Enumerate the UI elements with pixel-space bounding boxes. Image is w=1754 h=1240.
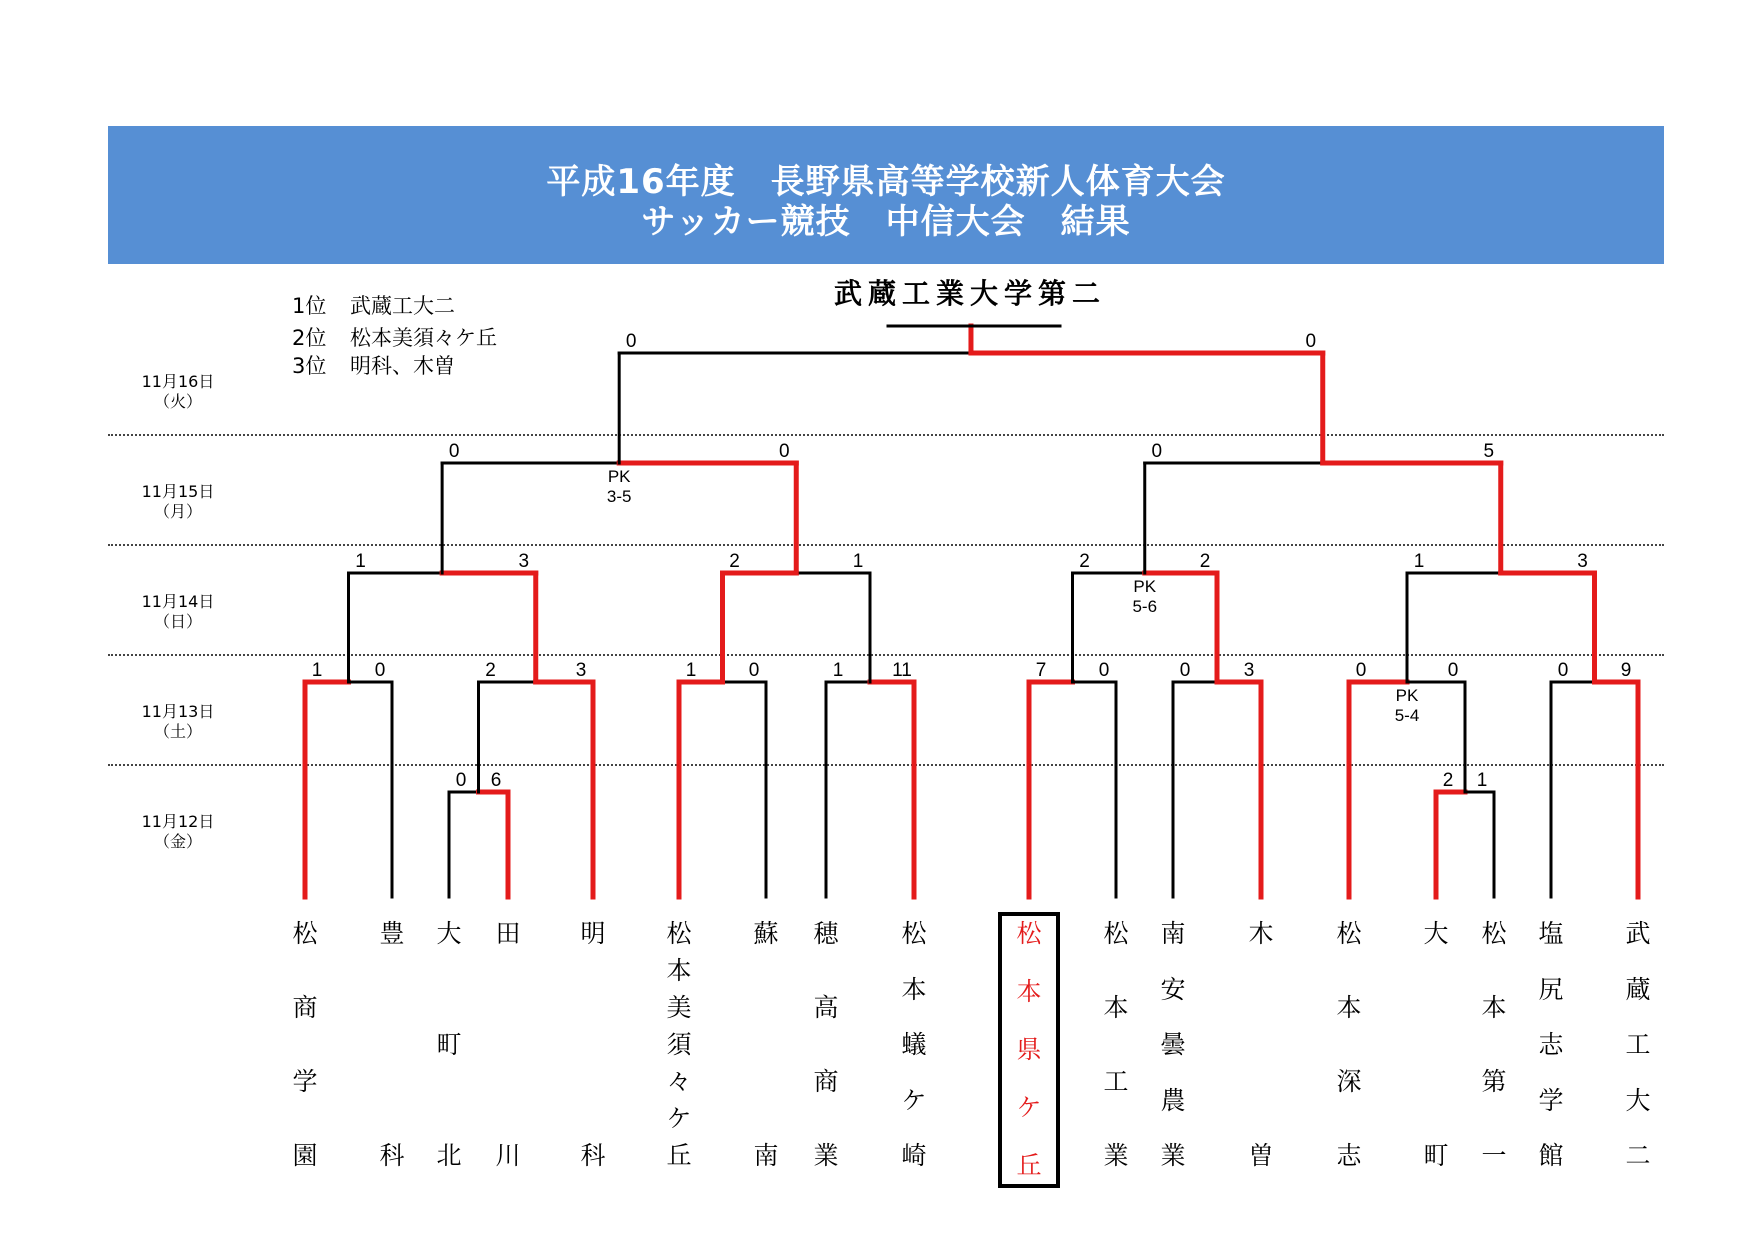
team-name: 豊 科 xyxy=(379,919,405,1170)
score-right: 0 xyxy=(1305,331,1317,352)
score-right: 3 xyxy=(1577,551,1588,572)
score-left: 2 xyxy=(1079,551,1090,572)
team-name: 松 商 学 園 xyxy=(292,919,318,1170)
score-right: 0 xyxy=(374,660,386,681)
team-name: 田 川 xyxy=(495,919,521,1170)
score-left: 7 xyxy=(1035,660,1047,681)
score-left: 0 xyxy=(625,331,637,352)
date-label-day4: 11月15日 （月） xyxy=(141,482,215,521)
team-name: 松 本 第 一 xyxy=(1481,919,1507,1170)
score-left: 2 xyxy=(729,551,740,572)
page-title: 平成16年度 長野県高等学校新人体育大会 xyxy=(546,162,1226,202)
ranking-2nd: 2位 松本美須々ケ丘 xyxy=(292,326,497,350)
score-left: 0 xyxy=(1151,441,1163,462)
score-left: 1 xyxy=(311,660,323,681)
score-left: 0 xyxy=(455,770,467,791)
score-left: 1 xyxy=(1413,551,1425,572)
team-name: 塩 尻 志 学 館 xyxy=(1538,919,1564,1170)
team-name: 松 本 深 志 xyxy=(1336,919,1362,1170)
score-left: 0 xyxy=(1557,660,1569,681)
team-name: 蘇 南 xyxy=(753,919,779,1170)
pk-score: 5-6 xyxy=(1132,597,1158,616)
score-right: 3 xyxy=(1243,660,1255,681)
score-right: 1 xyxy=(852,551,864,572)
team-name: 明 科 xyxy=(580,919,606,1170)
score-right: 3 xyxy=(575,660,587,681)
score-right: 6 xyxy=(490,770,502,791)
page-subtitle: サッカー競技 中信大会 結果 xyxy=(641,202,1131,242)
score-right: 9 xyxy=(1620,660,1632,681)
team-name: 松 本 工 業 xyxy=(1103,919,1129,1170)
ranking-1st: 1位 武蔵工大二 xyxy=(292,294,455,318)
team-name: 大 町 北 xyxy=(436,919,462,1170)
team-name: 松 本 美 須 々 ケ 丘 xyxy=(666,919,692,1170)
date-label-day5: 11月16日 （火） xyxy=(141,372,215,411)
score-right: 3 xyxy=(518,551,530,572)
date-label-day2: 11月13日 （土） xyxy=(141,702,215,741)
pk-score: 3-5 xyxy=(606,487,632,506)
date-label-day1: 11月12日 （金） xyxy=(141,812,215,851)
pk-label: PK xyxy=(1133,577,1157,596)
pk-label: PK xyxy=(607,467,631,486)
score-left: 0 xyxy=(1355,660,1367,681)
score-left: 0 xyxy=(448,441,460,462)
ranking-3rd: 3位 明科、木曽 xyxy=(292,354,455,378)
team-name: 南 安 曇 農 業 xyxy=(1160,919,1186,1170)
score-right: 0 xyxy=(1098,660,1110,681)
score-right: 1 xyxy=(1476,770,1488,791)
score-right: 5 xyxy=(1483,441,1495,462)
score-right: 0 xyxy=(748,660,760,681)
score-right: 0 xyxy=(1447,660,1459,681)
team-name: 松 本 蟻 ケ 崎 xyxy=(901,919,927,1170)
champion-name: 武蔵工業大学第二 xyxy=(833,277,1106,310)
score-left: 1 xyxy=(355,551,366,572)
score-right: 0 xyxy=(778,441,790,462)
team-name: 松 本 県 ケ 丘 xyxy=(998,912,1060,1188)
score-left: 2 xyxy=(1442,770,1454,791)
score-right: 2 xyxy=(1199,551,1211,572)
score-left: 1 xyxy=(685,660,697,681)
pk-score: 5-4 xyxy=(1394,706,1420,725)
score-left: 2 xyxy=(485,660,496,681)
team-name: 武 蔵 工 大 二 xyxy=(1625,919,1651,1170)
score-left: 0 xyxy=(1179,660,1191,681)
pk-label: PK xyxy=(1395,686,1419,705)
date-label-day3: 11月14日 （日） xyxy=(141,592,215,631)
score-left: 1 xyxy=(832,660,844,681)
team-name: 大 町 xyxy=(1423,919,1449,1170)
team-name: 木 曽 xyxy=(1248,919,1274,1170)
score-right: 11 xyxy=(892,660,912,681)
team-name: 穂 高 商 業 xyxy=(813,919,839,1170)
